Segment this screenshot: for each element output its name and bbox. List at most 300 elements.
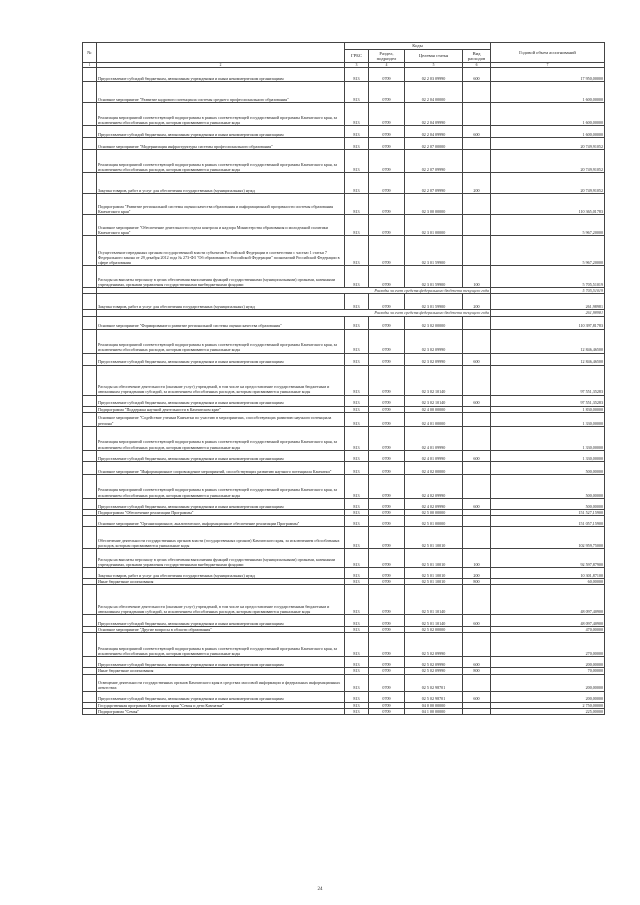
amount-value [491,498,605,509]
razdel-code-text: 0709 [382,668,391,674]
expense-type-code [463,674,491,691]
num-cell [83,395,97,406]
target-article-code [405,68,463,82]
razdel-code-text: 0709 [382,492,391,498]
row-description [97,615,345,627]
row-description-text: Расходы на обеспечение деятельности (оказание услуг) учреждений, в том числе на предоставление государственным бюджетным и автономным учреждениям субсидий, за исключением обособленных расходов, которым присваиваются уникальные коды [98,603,330,615]
target-article-code [405,633,463,657]
amount-value-text: 97 551,35283 [580,389,603,395]
grbs-code [345,365,369,395]
row-description [97,173,345,194]
row-description [97,426,345,450]
razdel-code [369,498,405,509]
grbs-code-text: 813 [353,188,360,193]
razdel-code-text: 0709 [382,400,391,406]
razdel-code [369,138,405,150]
amount-value-text: 12 846,46500 [580,347,603,353]
column-number: 7 [491,63,605,68]
grbs-code [345,708,369,714]
amount-value [491,674,605,691]
num-cell [83,126,97,138]
target-article-code-text: 02 4 02 09990 [421,503,446,509]
razdel-code-text: 0709 [382,260,391,265]
amount-value [491,568,605,579]
target-article-code [405,498,463,509]
row-description-text: Реализация мероприятий соответствующей подпрограммы в рамках соответствующей государственной программы Камчатского края, за исключением обособленных расходов, которым присваиваются уникальные коды [98,439,338,450]
razdel-code [369,633,405,657]
target-article-code-text: 02 5 01 00000 [421,520,446,526]
amount-value-text: 5 705,51019 [582,282,603,287]
grbs-code-text: 813 [353,347,360,353]
target-article-code-text: 02 5 00 00000 [421,509,446,515]
row-description [97,353,345,365]
num-cell [83,516,97,527]
grbs-code [345,585,369,615]
row-description-text: Основное мероприятие "Организационное, аналитическое, информационное обеспечение реализации Программы" [98,520,300,526]
razdel-code [369,474,405,498]
expense-type-code-text: 600 [473,621,480,627]
grbs-code-text: 813 [353,520,360,526]
target-article-code [405,138,463,150]
razdel-code [369,173,405,194]
row-description [97,450,345,461]
expense-type-code-text: 200 [473,188,480,193]
amount-value [491,395,605,406]
target-article-code [405,527,463,549]
grbs-code-text: 813 [353,651,360,657]
amount-value [491,516,605,527]
target-article-code-text: 02 3 02 10140 [421,389,446,395]
row-description [97,633,345,657]
grbs-code [345,126,369,138]
target-article-code-text: 02 2 07 09990 [421,188,446,193]
header-razdel: Раздел, подраздел [369,50,405,63]
num-cell [83,461,97,474]
num-cell [83,426,97,450]
table-row [83,353,605,365]
amount-value-text: 470,00000 [585,627,603,633]
row-description-text: Предоставление субсидий бюджетным, автономным учреждениям и иным некоммерческим организациям [98,662,284,668]
num-cell [83,474,97,498]
razdel-code-text: 0709 [382,167,391,172]
amount-value-text: 225,00000 [585,708,603,714]
razdel-code [369,549,405,568]
row-description [97,498,345,509]
razdel-code-text: 0709 [382,76,391,81]
row-description-text: Иные бюджетные ассигнования [98,579,154,585]
target-article-code-text: 02 4 02 09990 [421,492,446,498]
num-cell [83,365,97,395]
table-row [83,708,605,714]
row-description-text: Расходы на выплаты персоналу в целях обеспечения выполнения функций государственными (муниципальными) органами, казенными учреждениями, органами управления государственными внебюджетными фондами [98,556,336,567]
expense-type-code [463,516,491,527]
table-row [83,236,605,266]
amount-value-text: 1 330,00000 [582,444,603,450]
num-cell [83,568,97,579]
amount-value-text: 70,00000 [587,668,603,674]
amount-value-text: 102 959,75000 [578,542,603,548]
grbs-code-text: 813 [353,120,360,125]
row-description-text: Закупка товаров, работ и услуг для обеспечения государственных (муниципальных) нужд [98,188,255,193]
razdel-code [369,316,405,329]
razdel-code-text: 0709 [382,561,391,567]
grbs-code-text: 813 [353,503,360,509]
amount-value [491,68,605,82]
grbs-code-text: 813 [353,406,360,412]
amount-value-text: 500,00000 [585,503,603,509]
razdel-code-text: 0709 [382,696,391,702]
razdel-code-text: 0709 [382,120,391,125]
row-description [97,412,345,426]
grbs-code [345,516,369,527]
amount-value [491,138,605,150]
row-description-text: Основное мероприятие "Формирование и развитие региональной системы оценки качества образования" [98,323,282,329]
target-article-code [405,474,463,498]
amount-value [491,150,605,173]
target-article-code-text: 02 3 00 00000 [421,209,446,214]
expense-type-code [463,103,491,126]
row-description-text: Реализация мероприятий соответствующей подпрограммы в рамках соответствующей государственной программы Камчатского края, за исключением обособленных расходов, которым присваиваются уникальные коды [98,342,338,353]
target-article-code-text: 02 4 00 00000 [421,406,446,412]
row-description [97,236,345,266]
target-article-code [405,236,463,266]
column-number: 4 [369,63,405,68]
grbs-code-text: 813 [353,209,360,214]
amount-value [491,450,605,461]
amount-value-text: 200,00000 [585,685,603,691]
grbs-code-text: 813 [353,542,360,548]
amount-value-text: 20 749,91052 [580,167,603,172]
row-description-text: Освещение деятельности государственных органов Камчатского края в средствах массовой информации и федеральных информационных агентствах [98,680,341,691]
target-article-code-text: 02 2 07 09990 [421,167,446,172]
expense-type-code-text: 100 [473,282,480,287]
razdel-code-text: 0709 [382,230,391,235]
grbs-code-text: 813 [353,627,360,633]
amount-value-text: 110 365,01783 [578,209,603,214]
header-grbs: ГРБС [345,50,369,63]
razdel-code [369,412,405,426]
expense-type-code [463,691,491,702]
expense-type-code-text: 600 [473,455,480,461]
num-cell [83,549,97,568]
target-article-code-text: 02 4 01 00000 [421,420,446,426]
row-description-text: Основное мероприятие "Информационное сопровождение мероприятий, способствующих развитию научного потенциала Камчатки" [98,468,332,474]
grbs-code-text: 813 [353,492,360,498]
grbs-code-text: 813 [353,668,360,674]
row-description [97,68,345,82]
target-article-code-text: 02 4 02 00000 [421,468,446,474]
amount-value-text: 261,98981 [585,304,603,310]
razdel-code-text: 0709 [382,708,391,714]
grbs-code [345,527,369,549]
razdel-code [369,294,405,310]
expense-type-code [463,568,491,579]
row-description [97,365,345,395]
expense-type-code-text: 600 [473,696,480,702]
razdel-code [369,353,405,365]
razdel-code [369,426,405,450]
target-article-code-text: 02 5 01 10140 [421,609,446,615]
num-cell [83,316,97,329]
razdel-code [369,516,405,527]
target-article-code [405,549,463,568]
table-row [83,138,605,150]
amount-value [491,708,605,714]
row-description-text: Основное мероприятие "Развитие кадрового потенциала системы среднего профессионального образования" [98,97,289,102]
grbs-code-text: 813 [353,509,360,515]
razdel-code-text: 0709 [382,579,391,585]
target-article-code [405,294,463,310]
grbs-code-text: 813 [353,389,360,395]
num-cell [83,103,97,126]
razdel-code-text: 0709 [382,468,391,474]
razdel-code [369,527,405,549]
amount-value-text: 200,00000 [585,662,603,668]
razdel-code-text: 0709 [382,304,391,310]
target-article-code-text: 02 5 01 10140 [421,621,446,627]
budget-table [82,42,605,715]
target-article-code [405,173,463,194]
razdel-code [369,461,405,474]
target-article-code-text: 02 3 01 59900 [421,282,446,287]
razdel-code-text: 0709 [382,347,391,353]
target-article-code [405,150,463,173]
grbs-code [345,103,369,126]
target-article-code-text: 02 3 01 59900 [421,304,446,310]
amount-value-text: 97 551,35283 [580,400,603,406]
expense-type-code [463,549,491,568]
grbs-code [345,353,369,365]
row-description-text: Реализация мероприятий соответствующей подпрограммы в рамках соответствующей государственной программы Камчатского края, за исключением обособленных расходов, которым присваиваются уникальные коды [98,161,338,172]
target-article-code [405,215,463,236]
num-cell [83,266,97,288]
target-article-code [405,82,463,103]
row-description-text: Реализация мероприятий соответствующей подпрограммы в рамках соответствующей государственной программы Камчатского края, за исключением обособленных расходов, которым присваиваются уникальные коды [98,487,338,498]
expense-type-code [463,615,491,627]
table-row [83,412,605,426]
target-article-code-text: 02 5 02 00000 [421,627,446,633]
amount-value [491,633,605,657]
amount-value [491,615,605,627]
razdel-code [369,365,405,395]
header-csr: Целевая статья [405,50,463,63]
target-article-code-text: 04 1 00 00000 [421,708,446,714]
razdel-code [369,450,405,461]
num-cell [83,138,97,150]
amount-value-text: 92 597,87900 [580,561,603,567]
row-description [97,585,345,615]
target-article-code-text: 02 2 04 09990 [421,120,446,125]
expense-type-code [463,708,491,714]
row-description-text: Подпрограмма "Обеспечение реализации Программы" [98,509,194,515]
column-number: 2 [97,63,345,68]
target-article-code [405,450,463,461]
razdel-code [369,691,405,702]
razdel-code [369,103,405,126]
row-description [97,395,345,406]
razdel-code-text: 0709 [382,209,391,214]
razdel-code [369,266,405,288]
razdel-code [369,708,405,714]
expense-type-code [463,173,491,194]
grbs-code-text: 813 [353,230,360,235]
table-row [83,426,605,450]
grbs-code [345,474,369,498]
header-codes: Коды [345,43,491,50]
expense-type-code-text: 600 [473,359,480,365]
razdel-code-text: 0709 [382,542,391,548]
expense-type-code [463,527,491,549]
table-row [83,316,605,329]
razdel-code-text: 0709 [382,509,391,515]
razdel-code-text: 0709 [382,627,391,633]
target-article-code [405,316,463,329]
row-description-text: Реализация мероприятий соответствующей подпрограммы в рамках соответствующей государственной программы Камчатского края, за исключением обособленных расходов, которым присваиваются уникальные коды [98,646,338,657]
grbs-code [345,329,369,353]
row-description [97,549,345,568]
num-cell [83,294,97,310]
razdel-code-text: 0709 [382,282,391,287]
razdel-code-text: 0709 [382,503,391,509]
grbs-code-text: 813 [353,609,360,615]
razdel-code-text: 0709 [382,455,391,461]
row-description-text: Обеспечение деятельности государственных органов власти (государственных органов) Камчатского края, за исключением обособленных расходов, которым присваиваются уникальные коды [98,537,340,548]
table-row [83,633,605,657]
row-description-text: Основное мероприятие "Обеспечение деятельности отдела контроля и надзора Министерства образования и молодежной политики Камчатского края" [98,224,328,235]
grbs-code-text: 813 [353,144,360,149]
target-article-code [405,365,463,395]
grbs-code [345,138,369,150]
expense-type-code [463,450,491,461]
grbs-code [345,450,369,461]
row-description-text: Подпрограмма "Поддержка научной деятельности в Камчатском крае" [98,406,221,412]
razdel-code-text: 0709 [382,420,391,426]
razdel-code-text: 0709 [382,323,391,329]
grbs-code [345,461,369,474]
table-row [83,103,605,126]
row-description [97,82,345,103]
table-row [83,294,605,310]
razdel-code [369,236,405,266]
target-article-code-text: 02 3 01 00000 [421,230,446,235]
amount-value [491,549,605,568]
amount-value [491,691,605,702]
target-article-code-text: 02 5 02 98701 [421,685,446,691]
target-article-code-text: 02 3 01 59900 [421,260,446,265]
row-description-text: Осуществление переданных органам государственной власти субъектов Российской Федерации в соответствии с частью 1 статьи 7 Федерального закона от 29 декабря 2012 года № 273-ФЗ "Об образовании в Российской Федерации" полномочий Российской Федерации в сфере образования [98,249,340,265]
razdel-code [369,194,405,215]
num-cell [83,194,97,215]
num-cell [83,498,97,509]
razdel-code-text: 0709 [382,609,391,615]
target-article-code [405,329,463,353]
amount-value [491,657,605,668]
table-row [83,68,605,82]
expense-type-code [463,474,491,498]
row-description [97,708,345,714]
amount-value-text: 110 397,81783 [578,323,603,329]
target-article-code-text: 02 5 02 09990 [421,662,446,668]
grbs-code [345,236,369,266]
target-article-code [405,353,463,365]
amount-value [491,103,605,126]
expense-type-code-text: 600 [473,400,480,406]
amount-value-text: 1 330,00000 [582,420,603,426]
target-article-code [405,103,463,126]
num-cell [83,353,97,365]
target-article-code-text: 02 5 01 10010 [421,572,446,578]
target-article-code-text: 02 2 04 09990 [421,132,446,137]
table-row [83,516,605,527]
expense-type-code [463,633,491,657]
table-row [83,615,605,627]
grbs-code [345,412,369,426]
target-article-code [405,568,463,579]
amount-value-text: 1 330,00000 [582,455,603,461]
target-article-code [405,674,463,691]
row-description [97,138,345,150]
grbs-code-text: 813 [353,579,360,585]
amount-value-text: 200,00000 [585,696,603,702]
table-row [83,215,605,236]
num-cell [83,68,97,82]
expense-type-code-text: 200 [473,304,480,310]
grbs-code-text: 813 [353,260,360,265]
target-article-code-text: 02 3 02 00000 [421,323,446,329]
expense-type-code [463,316,491,329]
amount-value-text: 48 097,40900 [580,621,603,627]
target-article-code-text: 02 5 02 09990 [421,668,446,674]
amount-value [491,126,605,138]
target-article-code [405,516,463,527]
table-row [83,194,605,215]
row-description [97,516,345,527]
grbs-code [345,316,369,329]
target-article-code [405,708,463,714]
razdel-code-text: 0709 [382,662,391,668]
grbs-code-text: 813 [353,444,360,450]
grbs-code-text: 813 [353,359,360,365]
grbs-code [345,194,369,215]
amount-value-text: 60,00000 [587,579,603,585]
amount-value-text: 151 057,15900 [578,520,603,526]
column-number: 5 [405,63,463,68]
razdel-code-text: 0709 [382,144,391,149]
num-cell [83,329,97,353]
table-row [83,474,605,498]
grbs-code [345,691,369,702]
expense-type-code-text: 200 [473,572,480,578]
razdel-code-text: 0709 [382,188,391,193]
target-article-code-text: 02 2 04 00000 [421,97,446,102]
amount-value [491,236,605,266]
razdel-code-text: 0709 [382,406,391,412]
amount-value [491,585,605,615]
row-description-text: Закупка товаров, работ и услуг для обеспечения государственных (муниципальных) нужд [98,572,255,578]
amount-value [491,527,605,549]
num-cell [83,657,97,668]
expense-type-code [463,426,491,450]
amount-value [491,294,605,310]
grbs-code [345,568,369,579]
expense-type-code [463,68,491,82]
row-description [97,691,345,702]
handwritten-note-amount: 261,98981 [491,310,605,316]
grbs-code [345,173,369,194]
row-description-text: Расходы на выплаты персоналу в целях обеспечения выполнения функций государственными (муниципальными) органами, казенными учреждениями, органами управления государственными внебюджетными фондами [98,276,336,287]
amount-value-text: 151 527,15900 [578,509,603,515]
amount-value-text: 2 750,00000 [582,702,603,708]
